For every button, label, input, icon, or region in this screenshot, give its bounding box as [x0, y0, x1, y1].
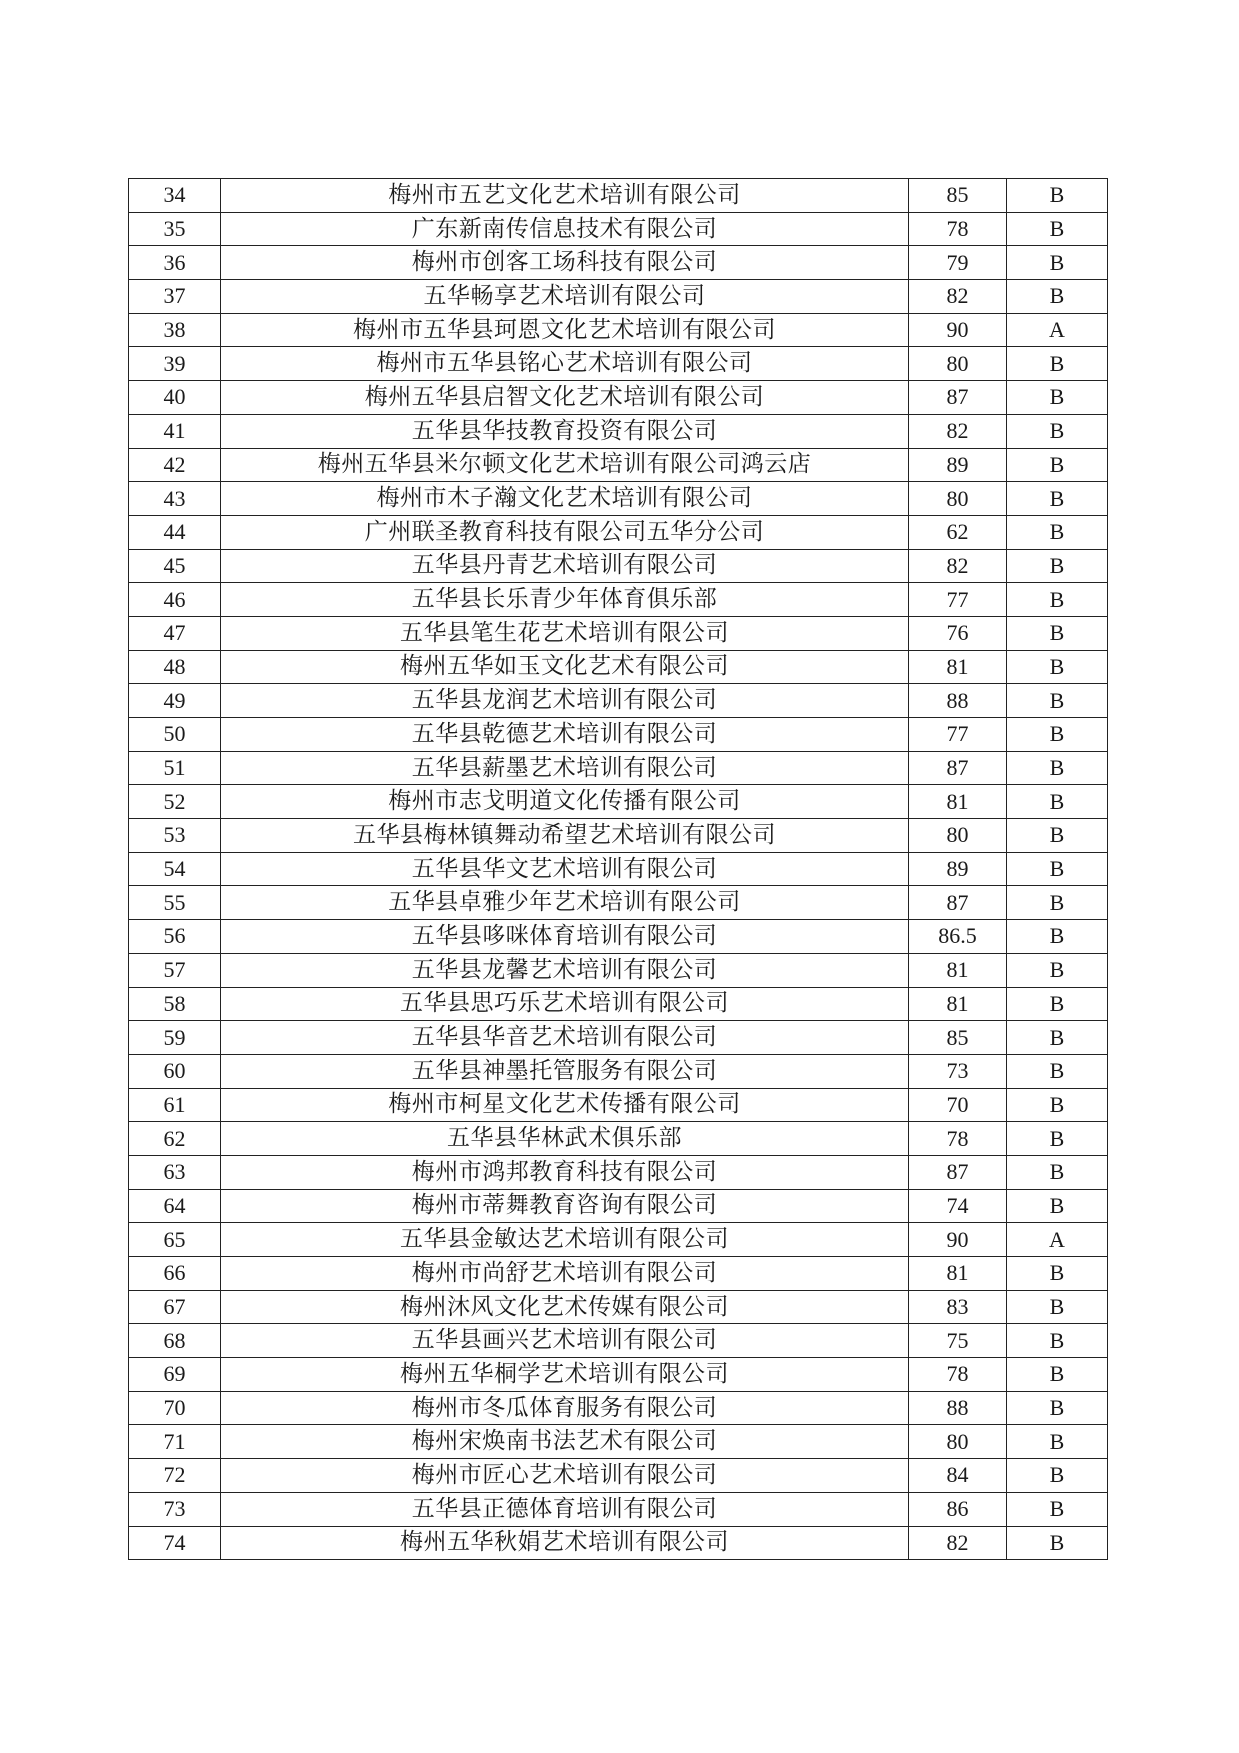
score-cell: 80: [909, 482, 1007, 516]
score-cell: 85: [909, 1021, 1007, 1055]
table-row: [129, 246, 1108, 280]
grade-cell: B: [1007, 1054, 1108, 1088]
organization-name-cell: 五华县神墨托管服务有限公司: [221, 1054, 909, 1088]
organization-name-cell: 梅州沐风文化艺术传媒有限公司: [221, 1290, 909, 1324]
score-cell: 88: [909, 1391, 1007, 1425]
row-number-cell: 61: [129, 1088, 221, 1122]
grade-cell: B: [1007, 718, 1108, 752]
score-cell: 86.5: [909, 920, 1007, 954]
row-number-cell: 53: [129, 819, 221, 853]
score-cell: 87: [909, 886, 1007, 920]
row-number-cell: 48: [129, 650, 221, 684]
table-row: [129, 1358, 1108, 1392]
row-number-cell: 54: [129, 852, 221, 886]
grade-cell: B: [1007, 1257, 1108, 1291]
grade-cell: B: [1007, 650, 1108, 684]
row-number-cell: 43: [129, 482, 221, 516]
organization-name-cell: 梅州宋焕南书法艺术有限公司: [221, 1425, 909, 1459]
grade-cell: B: [1007, 1425, 1108, 1459]
organization-name-cell: 梅州五华秋娟艺术培训有限公司: [221, 1526, 909, 1560]
grade-cell: B: [1007, 1358, 1108, 1392]
score-cell: 87: [909, 381, 1007, 415]
table-row: [129, 650, 1108, 684]
row-number-cell: 50: [129, 718, 221, 752]
row-number-cell: 36: [129, 246, 221, 280]
organization-name-cell: 五华县画兴艺术培训有限公司: [221, 1324, 909, 1358]
grade-cell: B: [1007, 1324, 1108, 1358]
grade-cell: A: [1007, 313, 1108, 347]
row-number-cell: 47: [129, 616, 221, 650]
grade-cell: B: [1007, 616, 1108, 650]
organization-name-cell: 梅州五华县启智文化艺术培训有限公司: [221, 381, 909, 415]
organization-name-cell: 梅州市木子瀚文化艺术培训有限公司: [221, 482, 909, 516]
grade-cell: B: [1007, 819, 1108, 853]
table-body: [129, 179, 1108, 1560]
grade-cell: B: [1007, 179, 1108, 213]
table-row: [129, 482, 1108, 516]
organization-name-cell: 梅州五华县米尔顿文化艺术培训有限公司鸿云店: [221, 448, 909, 482]
organization-name-cell: 梅州市尚舒艺术培训有限公司: [221, 1257, 909, 1291]
score-cell: 80: [909, 819, 1007, 853]
organization-name-cell: 五华县乾德艺术培训有限公司: [221, 718, 909, 752]
score-cell: 84: [909, 1459, 1007, 1493]
row-number-cell: 44: [129, 515, 221, 549]
row-number-cell: 64: [129, 1189, 221, 1223]
table-row: [129, 953, 1108, 987]
row-number-cell: 52: [129, 785, 221, 819]
table-row: [129, 1122, 1108, 1156]
score-cell: 82: [909, 414, 1007, 448]
organization-name-cell: 梅州市五艺文化艺术培训有限公司: [221, 179, 909, 213]
grade-cell: A: [1007, 1223, 1108, 1257]
score-cell: 78: [909, 1122, 1007, 1156]
row-number-cell: 70: [129, 1391, 221, 1425]
grade-cell: B: [1007, 515, 1108, 549]
table-row: [129, 1324, 1108, 1358]
score-cell: 81: [909, 785, 1007, 819]
row-number-cell: 71: [129, 1425, 221, 1459]
score-cell: 88: [909, 684, 1007, 718]
grade-cell: B: [1007, 1526, 1108, 1560]
table-row: [129, 1459, 1108, 1493]
organization-name-cell: 梅州市冬瓜体育服务有限公司: [221, 1391, 909, 1425]
table-row: [129, 515, 1108, 549]
organization-name-cell: 五华县卓雅少年艺术培训有限公司: [221, 886, 909, 920]
grade-cell: B: [1007, 448, 1108, 482]
table-row: [129, 1223, 1108, 1257]
table-row: [129, 313, 1108, 347]
grade-cell: B: [1007, 414, 1108, 448]
row-number-cell: 40: [129, 381, 221, 415]
organization-name-cell: 广东新南传信息技术有限公司: [221, 212, 909, 246]
table-row: [129, 1391, 1108, 1425]
table-row: [129, 381, 1108, 415]
score-cell: 81: [909, 987, 1007, 1021]
row-number-cell: 34: [129, 179, 221, 213]
organization-name-cell: 五华县龙润艺术培训有限公司: [221, 684, 909, 718]
grade-cell: B: [1007, 886, 1108, 920]
row-number-cell: 41: [129, 414, 221, 448]
score-cell: 80: [909, 1425, 1007, 1459]
organization-name-cell: 梅州市蒂舞教育咨询有限公司: [221, 1189, 909, 1223]
table-row: [129, 1155, 1108, 1189]
score-cell: 87: [909, 1155, 1007, 1189]
score-cell: 62: [909, 515, 1007, 549]
grade-cell: B: [1007, 347, 1108, 381]
table-row: [129, 280, 1108, 314]
organization-name-cell: 五华县龙馨艺术培训有限公司: [221, 953, 909, 987]
score-cell: 82: [909, 549, 1007, 583]
table-row: [129, 1425, 1108, 1459]
table-row: [129, 684, 1108, 718]
organization-name-cell: 梅州市柯星文化艺术传播有限公司: [221, 1088, 909, 1122]
score-cell: 70: [909, 1088, 1007, 1122]
row-number-cell: 69: [129, 1358, 221, 1392]
grade-cell: B: [1007, 212, 1108, 246]
grade-cell: B: [1007, 381, 1108, 415]
organization-name-cell: 五华县华林武术俱乐部: [221, 1122, 909, 1156]
score-cell: 82: [909, 1526, 1007, 1560]
organization-name-cell: 梅州市五华县珂恩文化艺术培训有限公司: [221, 313, 909, 347]
row-number-cell: 58: [129, 987, 221, 1021]
score-cell: 90: [909, 1223, 1007, 1257]
organization-name-cell: 五华畅享艺术培训有限公司: [221, 280, 909, 314]
table-row: [129, 448, 1108, 482]
row-number-cell: 45: [129, 549, 221, 583]
score-cell: 81: [909, 650, 1007, 684]
organization-name-cell: 梅州市志戈明道文化传播有限公司: [221, 785, 909, 819]
score-cell: 78: [909, 1358, 1007, 1392]
grade-cell: B: [1007, 920, 1108, 954]
row-number-cell: 59: [129, 1021, 221, 1055]
table-row: [129, 1290, 1108, 1324]
organization-name-cell: 五华县金敏达艺术培训有限公司: [221, 1223, 909, 1257]
score-cell: 77: [909, 583, 1007, 617]
score-cell: 74: [909, 1189, 1007, 1223]
row-number-cell: 60: [129, 1054, 221, 1088]
grade-cell: B: [1007, 1189, 1108, 1223]
grade-cell: B: [1007, 246, 1108, 280]
row-number-cell: 42: [129, 448, 221, 482]
row-number-cell: 46: [129, 583, 221, 617]
row-number-cell: 39: [129, 347, 221, 381]
row-number-cell: 74: [129, 1526, 221, 1560]
table-row: [129, 212, 1108, 246]
table-row: [129, 1189, 1108, 1223]
organization-name-cell: 五华县薪墨艺术培训有限公司: [221, 751, 909, 785]
score-cell: 81: [909, 953, 1007, 987]
table-row: [129, 886, 1108, 920]
organization-name-cell: 五华县笔生花艺术培训有限公司: [221, 616, 909, 650]
table-row: [129, 549, 1108, 583]
row-number-cell: 38: [129, 313, 221, 347]
score-cell: 73: [909, 1054, 1007, 1088]
score-cell: 79: [909, 246, 1007, 280]
table-row: [129, 1526, 1108, 1560]
score-cell: 80: [909, 347, 1007, 381]
table-row: [129, 616, 1108, 650]
row-number-cell: 67: [129, 1290, 221, 1324]
organization-name-cell: 梅州五华桐学艺术培训有限公司: [221, 1358, 909, 1392]
grade-cell: B: [1007, 280, 1108, 314]
organization-name-cell: 五华县思巧乐艺术培训有限公司: [221, 987, 909, 1021]
table-row: [129, 1257, 1108, 1291]
organization-name-cell: 五华县丹青艺术培训有限公司: [221, 549, 909, 583]
table-row: [129, 347, 1108, 381]
organization-name-cell: 五华县华技教育投资有限公司: [221, 414, 909, 448]
table-row: [129, 1054, 1108, 1088]
assessment-table: [128, 178, 1108, 1560]
score-cell: 87: [909, 751, 1007, 785]
row-number-cell: 51: [129, 751, 221, 785]
organization-name-cell: 广州联圣教育科技有限公司五华分公司: [221, 515, 909, 549]
table-row: [129, 718, 1108, 752]
table-row: [129, 819, 1108, 853]
row-number-cell: 63: [129, 1155, 221, 1189]
organization-name-cell: 五华县哆咪体育培训有限公司: [221, 920, 909, 954]
grade-cell: B: [1007, 1459, 1108, 1493]
score-cell: 90: [909, 313, 1007, 347]
score-cell: 75: [909, 1324, 1007, 1358]
organization-name-cell: 梅州市鸿邦教育科技有限公司: [221, 1155, 909, 1189]
row-number-cell: 65: [129, 1223, 221, 1257]
table-row: [129, 785, 1108, 819]
row-number-cell: 73: [129, 1492, 221, 1526]
score-cell: 76: [909, 616, 1007, 650]
table-row: [129, 1021, 1108, 1055]
grade-cell: B: [1007, 684, 1108, 718]
organization-name-cell: 梅州市创客工场科技有限公司: [221, 246, 909, 280]
table-row: [129, 751, 1108, 785]
grade-cell: B: [1007, 751, 1108, 785]
score-cell: 89: [909, 852, 1007, 886]
grade-cell: B: [1007, 1492, 1108, 1526]
table-row: [129, 583, 1108, 617]
organization-name-cell: 五华县梅林镇舞动希望艺术培训有限公司: [221, 819, 909, 853]
table-row: [129, 987, 1108, 1021]
grade-cell: B: [1007, 1122, 1108, 1156]
organization-name-cell: 梅州市匠心艺术培训有限公司: [221, 1459, 909, 1493]
grade-cell: B: [1007, 1290, 1108, 1324]
score-cell: 82: [909, 280, 1007, 314]
organization-name-cell: 五华县华音艺术培训有限公司: [221, 1021, 909, 1055]
score-cell: 89: [909, 448, 1007, 482]
score-cell: 83: [909, 1290, 1007, 1324]
table-row: [129, 179, 1108, 213]
organization-name-cell: 五华县正德体育培训有限公司: [221, 1492, 909, 1526]
row-number-cell: 37: [129, 280, 221, 314]
grade-cell: B: [1007, 1088, 1108, 1122]
row-number-cell: 35: [129, 212, 221, 246]
table-row: [129, 852, 1108, 886]
organization-name-cell: 五华县华文艺术培训有限公司: [221, 852, 909, 886]
row-number-cell: 56: [129, 920, 221, 954]
grade-cell: B: [1007, 953, 1108, 987]
score-cell: 81: [909, 1257, 1007, 1291]
grade-cell: B: [1007, 987, 1108, 1021]
row-number-cell: 72: [129, 1459, 221, 1493]
score-cell: 78: [909, 212, 1007, 246]
organization-name-cell: 梅州市五华县铭心艺术培训有限公司: [221, 347, 909, 381]
row-number-cell: 49: [129, 684, 221, 718]
organization-name-cell: 五华县长乐青少年体育俱乐部: [221, 583, 909, 617]
table-row: [129, 920, 1108, 954]
grade-cell: B: [1007, 482, 1108, 516]
score-cell: 85: [909, 179, 1007, 213]
grade-cell: B: [1007, 1021, 1108, 1055]
table-row: [129, 1088, 1108, 1122]
grade-cell: B: [1007, 1391, 1108, 1425]
grade-cell: B: [1007, 549, 1108, 583]
score-cell: 77: [909, 718, 1007, 752]
organization-name-cell: 梅州五华如玉文化艺术有限公司: [221, 650, 909, 684]
table-row: [129, 414, 1108, 448]
grade-cell: B: [1007, 583, 1108, 617]
row-number-cell: 57: [129, 953, 221, 987]
row-number-cell: 66: [129, 1257, 221, 1291]
row-number-cell: 62: [129, 1122, 221, 1156]
row-number-cell: 55: [129, 886, 221, 920]
row-number-cell: 68: [129, 1324, 221, 1358]
table-row: [129, 1492, 1108, 1526]
grade-cell: B: [1007, 852, 1108, 886]
grade-cell: B: [1007, 1155, 1108, 1189]
score-cell: 86: [909, 1492, 1007, 1526]
grade-cell: B: [1007, 785, 1108, 819]
